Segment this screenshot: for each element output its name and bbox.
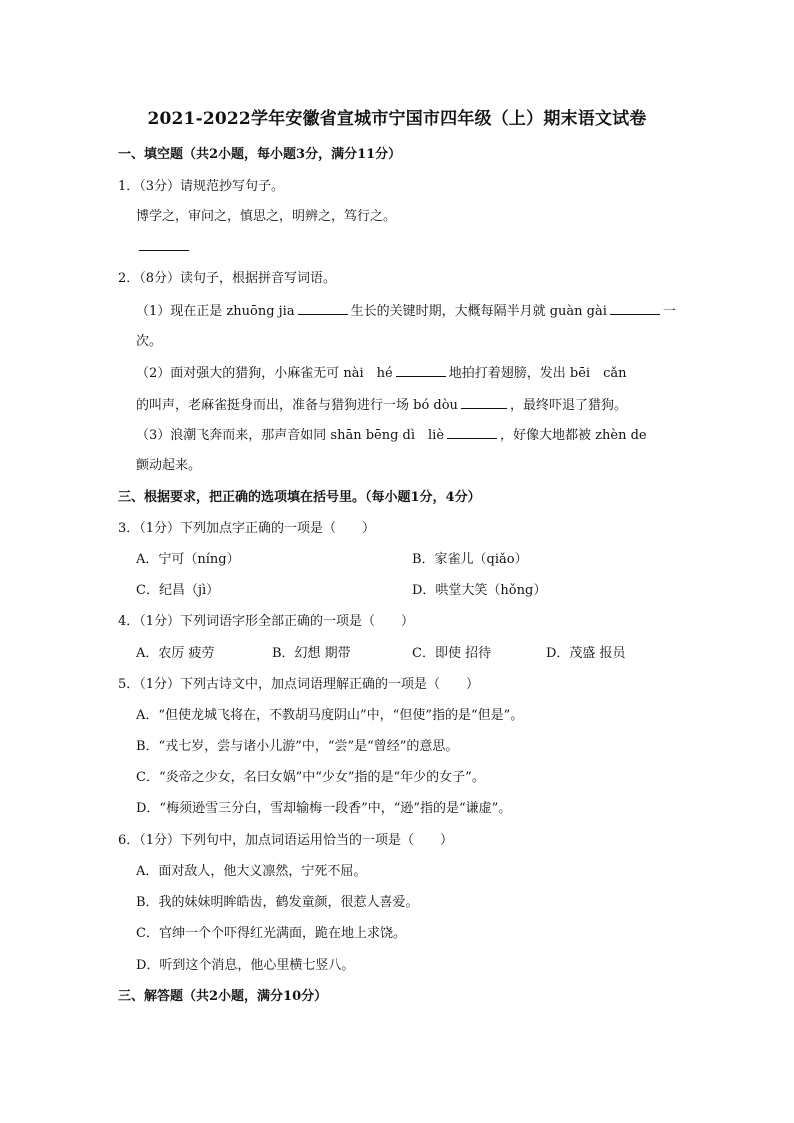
question-3-option-c[interactable]: C．纪昌（jì） xyxy=(136,583,220,598)
page-title: 2021-2022学年安徽省宣城市宁国市四年级（上）期末语文试卷 xyxy=(147,109,647,129)
question-4-option-b[interactable]: B．幻想 期带 xyxy=(272,646,351,661)
answer-blank[interactable] xyxy=(447,426,497,439)
sentence-text: （2）面对强大的猎狗，小麻雀无可 nài hé xyxy=(136,366,393,381)
question-5-stem: 5．（1分）下列古诗文中，加点词语理解正确的一项是（ ） xyxy=(118,677,480,692)
sentence-text: 的叫声，老麻雀挺身而出，准备与猎狗进行一场 bó dòu xyxy=(136,398,458,413)
sentence-text: ，最终吓退了猎狗。 xyxy=(509,398,627,413)
section-heading-multiple-choice: 三、根据要求，把正确的选项填在括号里。（每小题1分，4分） xyxy=(118,490,481,505)
question-3-option-d[interactable]: D．哄堂大笑（hǒng） xyxy=(412,583,547,598)
question-2-stem: 2．（8分）读句子，根据拼音写词语。 xyxy=(118,271,337,286)
question-2-sentence-2-cont xyxy=(136,396,627,415)
question-5-option-d[interactable]: D．“梅须逊雪三分白，雪却输梅一段香”中，“逊”指的是“谦虚”。 xyxy=(136,801,512,816)
question-2-sentence-3 xyxy=(136,426,647,445)
question-5-option-a[interactable]: A．“但使龙城飞将在，不教胡马度阴山”中，“但使”指的是“但是”。 xyxy=(136,708,524,723)
question-5-option-c[interactable]: C．“炎帝之少女，名曰女娲”中“少女”指的是“年少的女子”。 xyxy=(136,770,485,785)
question-6-option-a[interactable]: A．面对敌人，他大义凛然，宁死不屈。 xyxy=(136,864,367,879)
question-2-sentence-2 xyxy=(136,364,626,383)
question-1-answer-line[interactable] xyxy=(136,238,192,257)
question-4-option-d[interactable]: D．茂盛 报员 xyxy=(546,646,626,661)
answer-blank[interactable] xyxy=(461,396,507,409)
answer-blank[interactable] xyxy=(298,302,348,315)
question-6-stem: 6．（1分）下列句中，加点词语运用恰当的一项是（ ） xyxy=(118,833,454,848)
sentence-text: 地拍打着翅膀，发出 bēi cǎn xyxy=(448,366,627,381)
sentence-text: 生长的关键时期，大概每隔半月就 guàn gài xyxy=(350,304,607,319)
answer-blank[interactable] xyxy=(610,302,660,315)
sentence-text: （3）浪潮飞奔而来，那声音如同 shān bēng dì liè xyxy=(136,428,445,443)
section-heading-answer-questions: 三、解答题（共2小题，满分10分） xyxy=(118,989,328,1004)
sentence-text: 一 xyxy=(662,304,676,319)
question-4-option-a[interactable]: A．农厉 疲劳 xyxy=(136,646,215,661)
question-6-option-b[interactable]: B．我的妹妹明眸皓齿，鹤发童颜，很惹人喜爱。 xyxy=(136,895,419,910)
question-6-option-c[interactable]: C．官绅一个个吓得红光满面，跪在地上求饶。 xyxy=(136,926,406,941)
question-6-option-d[interactable]: D．听到这个消息，他心里横七竖八。 xyxy=(136,958,355,973)
question-5-option-b[interactable]: B．“戎七岁，尝与诸小儿游”中，“尝”是“曾经”的意思。 xyxy=(136,739,459,754)
answer-blank[interactable] xyxy=(396,364,446,377)
sentence-text: ，好像大地都被 zhèn de xyxy=(500,428,647,443)
question-4-option-c[interactable]: C．即使 招待 xyxy=(412,646,492,661)
question-2-sentence-1-cont: 次。 xyxy=(136,334,163,349)
question-3-stem: 3．（1分）下列加点字正确的一项是（ ） xyxy=(118,521,376,536)
question-1-text: 博学之，审问之，慎思之，明辨之，笃行之。 xyxy=(136,209,397,224)
question-2-sentence-1 xyxy=(136,302,676,321)
question-3-option-b[interactable]: B．家雀儿（qiǎo） xyxy=(412,552,528,567)
sentence-text: （1）现在正是 zhuōng jia xyxy=(136,304,295,319)
question-2-sentence-3-cont: 颤动起来。 xyxy=(136,458,202,473)
answer-blank[interactable] xyxy=(139,238,189,251)
question-3-option-a[interactable]: A．宁可（níng） xyxy=(136,552,240,567)
section-heading-fill-blank: 一、填空题（共2小题，每小题3分，满分11分） xyxy=(118,147,402,162)
question-4-stem: 4．（1分）下列词语字形全部正确的一项是（ ） xyxy=(118,614,415,629)
question-1-stem: 1．（3分）请规范抄写句子。 xyxy=(118,179,285,194)
